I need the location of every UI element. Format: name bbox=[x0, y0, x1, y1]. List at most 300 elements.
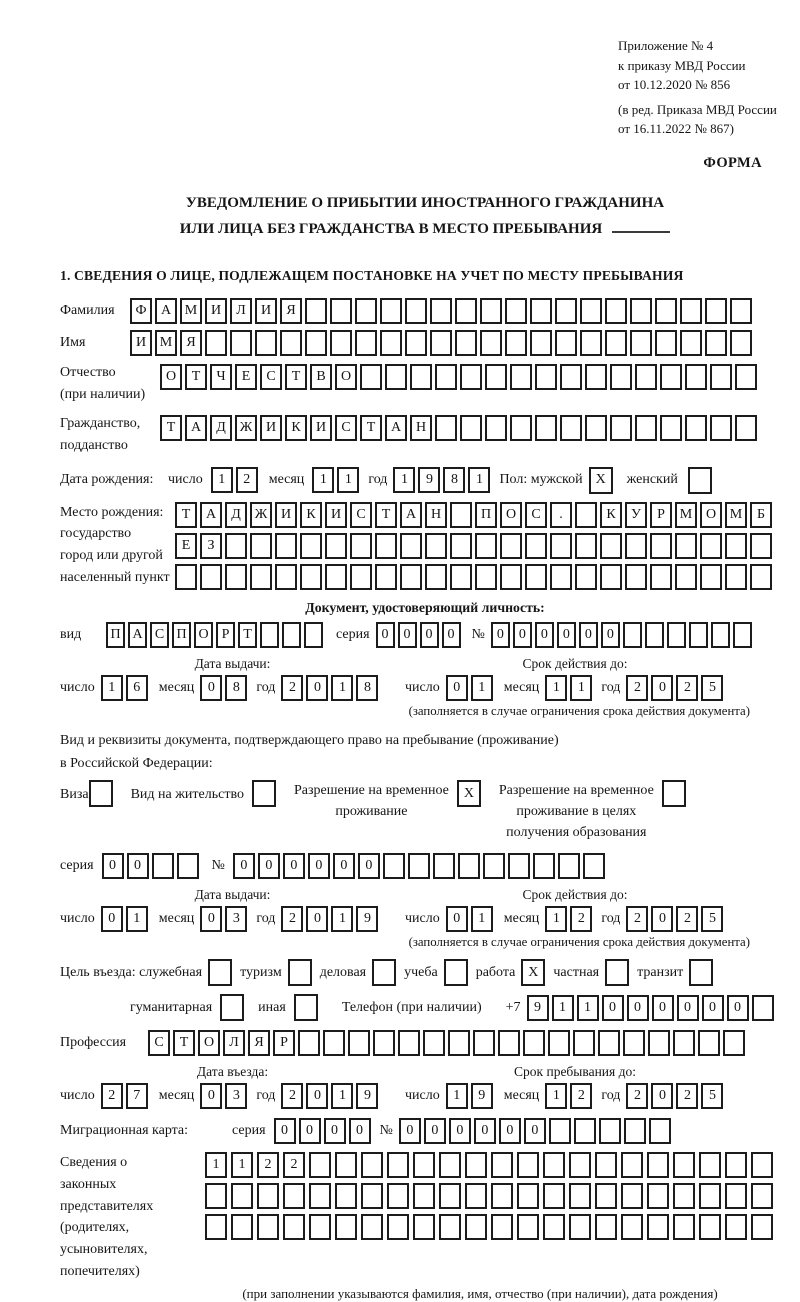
char-cell[interactable]: У bbox=[625, 502, 647, 528]
char-cell[interactable]: 0 bbox=[200, 906, 222, 932]
char-cell[interactable]: 1 bbox=[471, 675, 493, 701]
char-cell[interactable]: 0 bbox=[101, 906, 123, 932]
char-cell[interactable] bbox=[448, 1030, 470, 1056]
char-cell[interactable] bbox=[475, 564, 497, 590]
char-cell[interactable] bbox=[435, 415, 457, 441]
char-cell[interactable] bbox=[673, 1152, 695, 1178]
char-cell[interactable]: Я bbox=[180, 330, 202, 356]
char-cell[interactable]: О bbox=[335, 364, 357, 390]
char-cell[interactable]: Е bbox=[175, 533, 197, 559]
char-cell[interactable] bbox=[680, 330, 702, 356]
char-cell[interactable] bbox=[439, 1183, 461, 1209]
char-cell[interactable] bbox=[610, 415, 632, 441]
char-cell[interactable] bbox=[425, 533, 447, 559]
char-cell[interactable] bbox=[700, 533, 722, 559]
char-cell[interactable] bbox=[252, 780, 276, 807]
char-cell[interactable]: 2 bbox=[281, 906, 303, 932]
char-cell[interactable] bbox=[535, 415, 557, 441]
char-cell[interactable] bbox=[498, 1030, 520, 1056]
char-cell[interactable] bbox=[152, 853, 174, 879]
char-cell[interactable] bbox=[685, 415, 707, 441]
char-cell[interactable]: 0 bbox=[200, 1083, 222, 1109]
char-cell[interactable] bbox=[444, 959, 468, 986]
char-cell[interactable] bbox=[673, 1183, 695, 1209]
char-cell[interactable]: 0 bbox=[324, 1118, 346, 1144]
char-cell[interactable]: 0 bbox=[127, 853, 149, 879]
char-cell[interactable] bbox=[275, 533, 297, 559]
char-cell[interactable] bbox=[360, 364, 382, 390]
char-cell[interactable] bbox=[275, 564, 297, 590]
char-cell[interactable]: К bbox=[300, 502, 322, 528]
char-cell[interactable] bbox=[560, 364, 582, 390]
char-cell[interactable] bbox=[361, 1214, 383, 1240]
char-cell[interactable]: 1 bbox=[331, 1083, 353, 1109]
char-cell[interactable]: 1 bbox=[570, 675, 592, 701]
char-cell[interactable]: В bbox=[310, 364, 332, 390]
char-cell[interactable]: 0 bbox=[399, 1118, 421, 1144]
char-cell[interactable] bbox=[751, 1214, 773, 1240]
char-cell[interactable]: 0 bbox=[627, 995, 649, 1021]
char-cell[interactable] bbox=[348, 1030, 370, 1056]
char-cell[interactable] bbox=[294, 994, 318, 1021]
char-cell[interactable] bbox=[465, 1214, 487, 1240]
char-cell[interactable]: О bbox=[700, 502, 722, 528]
char-cell[interactable] bbox=[623, 622, 642, 648]
char-cell[interactable]: Т bbox=[285, 364, 307, 390]
char-cell[interactable] bbox=[595, 1214, 617, 1240]
char-cell[interactable] bbox=[460, 364, 482, 390]
char-cell[interactable]: О bbox=[198, 1030, 220, 1056]
char-cell[interactable] bbox=[585, 415, 607, 441]
char-cell[interactable]: 1 bbox=[577, 995, 599, 1021]
char-cell[interactable] bbox=[655, 298, 677, 324]
char-cell[interactable]: 0 bbox=[102, 853, 124, 879]
char-cell[interactable] bbox=[208, 959, 232, 986]
char-cell[interactable] bbox=[752, 995, 774, 1021]
char-cell[interactable]: 5 bbox=[701, 1083, 723, 1109]
char-cell[interactable] bbox=[387, 1214, 409, 1240]
char-cell[interactable] bbox=[673, 1214, 695, 1240]
char-cell[interactable]: 8 bbox=[443, 467, 465, 493]
char-cell[interactable]: 1 bbox=[331, 906, 353, 932]
char-cell[interactable] bbox=[543, 1152, 565, 1178]
char-cell[interactable] bbox=[648, 1030, 670, 1056]
char-cell[interactable] bbox=[735, 415, 757, 441]
char-cell[interactable] bbox=[505, 298, 527, 324]
char-cell[interactable] bbox=[300, 564, 322, 590]
char-cell[interactable] bbox=[205, 1214, 227, 1240]
char-cell[interactable] bbox=[423, 1030, 445, 1056]
char-cell[interactable] bbox=[355, 298, 377, 324]
char-cell[interactable] bbox=[543, 1183, 565, 1209]
char-cell[interactable] bbox=[430, 298, 452, 324]
char-cell[interactable]: 1 bbox=[393, 467, 415, 493]
char-cell[interactable] bbox=[510, 364, 532, 390]
char-cell[interactable]: 3 bbox=[225, 1083, 247, 1109]
char-cell[interactable] bbox=[380, 298, 402, 324]
char-cell[interactable] bbox=[530, 298, 552, 324]
char-cell[interactable] bbox=[583, 853, 605, 879]
char-cell[interactable]: 0 bbox=[446, 675, 468, 701]
char-cell[interactable]: С bbox=[525, 502, 547, 528]
char-cell[interactable] bbox=[375, 564, 397, 590]
char-cell[interactable]: П bbox=[106, 622, 125, 648]
char-cell[interactable]: 0 bbox=[702, 995, 724, 1021]
char-cell[interactable] bbox=[439, 1214, 461, 1240]
char-cell[interactable] bbox=[325, 533, 347, 559]
char-cell[interactable] bbox=[549, 1118, 571, 1144]
char-cell[interactable] bbox=[610, 364, 632, 390]
char-cell[interactable] bbox=[372, 959, 396, 986]
char-cell[interactable]: 0 bbox=[651, 906, 673, 932]
char-cell[interactable] bbox=[413, 1183, 435, 1209]
char-cell[interactable] bbox=[660, 415, 682, 441]
char-cell[interactable] bbox=[205, 1183, 227, 1209]
char-cell[interactable]: 0 bbox=[651, 1083, 673, 1109]
char-cell[interactable]: Т bbox=[160, 415, 182, 441]
char-cell[interactable]: М bbox=[725, 502, 747, 528]
char-cell[interactable] bbox=[455, 330, 477, 356]
char-cell[interactable] bbox=[480, 298, 502, 324]
char-cell[interactable] bbox=[621, 1152, 643, 1178]
char-cell[interactable] bbox=[375, 533, 397, 559]
char-cell[interactable] bbox=[205, 330, 227, 356]
char-cell[interactable] bbox=[585, 364, 607, 390]
char-cell[interactable] bbox=[689, 622, 708, 648]
char-cell[interactable]: Т bbox=[173, 1030, 195, 1056]
char-cell[interactable] bbox=[569, 1183, 591, 1209]
char-cell[interactable] bbox=[335, 1152, 357, 1178]
char-cell[interactable]: 0 bbox=[446, 906, 468, 932]
char-cell[interactable] bbox=[662, 780, 686, 807]
char-cell[interactable] bbox=[548, 1030, 570, 1056]
char-cell[interactable]: 0 bbox=[524, 1118, 546, 1144]
char-cell[interactable] bbox=[517, 1183, 539, 1209]
char-cell[interactable] bbox=[500, 533, 522, 559]
char-cell[interactable]: 2 bbox=[570, 906, 592, 932]
char-cell[interactable]: Б bbox=[750, 502, 772, 528]
char-cell[interactable]: 0 bbox=[601, 622, 620, 648]
char-cell[interactable]: 2 bbox=[283, 1152, 305, 1178]
char-cell[interactable] bbox=[710, 415, 732, 441]
char-cell[interactable]: 2 bbox=[281, 675, 303, 701]
char-cell[interactable]: 2 bbox=[626, 1083, 648, 1109]
char-cell[interactable]: 1 bbox=[205, 1152, 227, 1178]
char-cell[interactable] bbox=[220, 994, 244, 1021]
char-cell[interactable] bbox=[298, 1030, 320, 1056]
char-cell[interactable] bbox=[723, 1030, 745, 1056]
char-cell[interactable] bbox=[175, 564, 197, 590]
char-cell[interactable] bbox=[473, 1030, 495, 1056]
char-cell[interactable]: 2 bbox=[676, 675, 698, 701]
char-cell[interactable]: 0 bbox=[306, 675, 328, 701]
char-cell[interactable] bbox=[550, 564, 572, 590]
char-cell[interactable]: 0 bbox=[376, 622, 395, 648]
char-cell[interactable] bbox=[200, 564, 222, 590]
char-cell[interactable]: А bbox=[385, 415, 407, 441]
char-cell[interactable] bbox=[543, 1214, 565, 1240]
char-cell[interactable]: Ж bbox=[235, 415, 257, 441]
char-cell[interactable] bbox=[635, 415, 657, 441]
char-cell[interactable]: Ф bbox=[130, 298, 152, 324]
char-cell[interactable]: 0 bbox=[491, 622, 510, 648]
char-cell[interactable] bbox=[725, 1214, 747, 1240]
char-cell[interactable]: 1 bbox=[545, 906, 567, 932]
char-cell[interactable] bbox=[325, 564, 347, 590]
char-cell[interactable] bbox=[647, 1183, 669, 1209]
char-cell[interactable] bbox=[667, 622, 686, 648]
char-cell[interactable] bbox=[621, 1214, 643, 1240]
char-cell[interactable] bbox=[225, 533, 247, 559]
char-cell[interactable] bbox=[400, 533, 422, 559]
char-cell[interactable] bbox=[730, 298, 752, 324]
char-cell[interactable]: М bbox=[675, 502, 697, 528]
char-cell[interactable] bbox=[335, 1183, 357, 1209]
char-cell[interactable]: 1 bbox=[468, 467, 490, 493]
char-cell[interactable] bbox=[569, 1214, 591, 1240]
char-cell[interactable] bbox=[491, 1214, 513, 1240]
char-cell[interactable]: М bbox=[180, 298, 202, 324]
char-cell[interactable]: Р bbox=[216, 622, 235, 648]
char-cell[interactable] bbox=[725, 1152, 747, 1178]
char-cell[interactable] bbox=[751, 1183, 773, 1209]
char-cell[interactable] bbox=[450, 564, 472, 590]
char-cell[interactable]: 2 bbox=[676, 1083, 698, 1109]
char-cell[interactable] bbox=[698, 1030, 720, 1056]
char-cell[interactable]: Л bbox=[230, 298, 252, 324]
char-cell[interactable]: С bbox=[350, 502, 372, 528]
char-cell[interactable] bbox=[750, 533, 772, 559]
char-cell[interactable]: 0 bbox=[358, 853, 380, 879]
char-cell[interactable] bbox=[599, 1118, 621, 1144]
char-cell[interactable] bbox=[508, 853, 530, 879]
char-cell[interactable] bbox=[231, 1183, 253, 1209]
char-cell[interactable]: 0 bbox=[513, 622, 532, 648]
char-cell[interactable] bbox=[660, 364, 682, 390]
char-cell[interactable]: 2 bbox=[626, 675, 648, 701]
char-cell[interactable]: 2 bbox=[626, 906, 648, 932]
char-cell[interactable] bbox=[725, 533, 747, 559]
char-cell[interactable]: 9 bbox=[527, 995, 549, 1021]
char-cell[interactable] bbox=[383, 853, 405, 879]
char-cell[interactable] bbox=[699, 1152, 721, 1178]
char-cell[interactable] bbox=[408, 853, 430, 879]
char-cell[interactable]: 1 bbox=[337, 467, 359, 493]
char-cell[interactable] bbox=[350, 564, 372, 590]
char-cell[interactable]: Л bbox=[223, 1030, 245, 1056]
char-cell[interactable] bbox=[230, 330, 252, 356]
char-cell[interactable] bbox=[283, 1183, 305, 1209]
char-cell[interactable] bbox=[533, 853, 555, 879]
char-cell[interactable] bbox=[655, 330, 677, 356]
char-cell[interactable]: А bbox=[400, 502, 422, 528]
char-cell[interactable]: С bbox=[150, 622, 169, 648]
char-cell[interactable] bbox=[685, 364, 707, 390]
char-cell[interactable] bbox=[250, 533, 272, 559]
char-cell[interactable]: 2 bbox=[676, 906, 698, 932]
char-cell[interactable] bbox=[525, 533, 547, 559]
char-cell[interactable] bbox=[595, 1152, 617, 1178]
char-cell[interactable] bbox=[480, 330, 502, 356]
char-cell[interactable] bbox=[405, 330, 427, 356]
char-cell[interactable]: 7 bbox=[126, 1083, 148, 1109]
char-cell[interactable]: 9 bbox=[471, 1083, 493, 1109]
char-cell[interactable]: Т bbox=[360, 415, 382, 441]
char-cell[interactable] bbox=[725, 564, 747, 590]
char-cell[interactable] bbox=[625, 533, 647, 559]
char-cell[interactable] bbox=[450, 502, 472, 528]
char-cell[interactable]: 0 bbox=[233, 853, 255, 879]
char-cell[interactable] bbox=[309, 1183, 331, 1209]
char-cell[interactable] bbox=[505, 330, 527, 356]
char-cell[interactable] bbox=[725, 1183, 747, 1209]
char-cell[interactable]: 0 bbox=[579, 622, 598, 648]
char-cell[interactable]: Ж bbox=[250, 502, 272, 528]
char-cell[interactable]: И bbox=[310, 415, 332, 441]
char-cell[interactable]: 0 bbox=[283, 853, 305, 879]
char-cell[interactable] bbox=[177, 853, 199, 879]
char-cell[interactable] bbox=[558, 853, 580, 879]
char-cell[interactable] bbox=[523, 1030, 545, 1056]
char-cell[interactable]: 9 bbox=[356, 1083, 378, 1109]
char-cell[interactable] bbox=[491, 1152, 513, 1178]
char-cell[interactable] bbox=[650, 533, 672, 559]
char-cell[interactable] bbox=[580, 298, 602, 324]
char-cell[interactable] bbox=[525, 564, 547, 590]
char-cell[interactable]: К bbox=[285, 415, 307, 441]
char-cell[interactable] bbox=[751, 1152, 773, 1178]
char-cell[interactable]: 0 bbox=[535, 622, 554, 648]
char-cell[interactable]: 0 bbox=[308, 853, 330, 879]
char-cell[interactable] bbox=[231, 1214, 253, 1240]
char-cell[interactable] bbox=[573, 1030, 595, 1056]
char-cell[interactable] bbox=[650, 564, 672, 590]
char-cell[interactable]: Е bbox=[235, 364, 257, 390]
char-cell[interactable] bbox=[361, 1152, 383, 1178]
char-cell[interactable]: 1 bbox=[552, 995, 574, 1021]
char-cell[interactable] bbox=[465, 1152, 487, 1178]
char-cell[interactable]: 0 bbox=[474, 1118, 496, 1144]
char-cell[interactable]: 1 bbox=[211, 467, 233, 493]
char-cell[interactable] bbox=[635, 364, 657, 390]
char-cell[interactable]: 0 bbox=[398, 622, 417, 648]
char-cell[interactable] bbox=[433, 853, 455, 879]
char-cell[interactable]: 9 bbox=[418, 467, 440, 493]
char-cell[interactable] bbox=[689, 959, 713, 986]
char-cell[interactable]: 2 bbox=[281, 1083, 303, 1109]
char-cell[interactable]: 8 bbox=[225, 675, 247, 701]
char-cell[interactable]: 0 bbox=[602, 995, 624, 1021]
char-cell[interactable] bbox=[649, 1118, 671, 1144]
char-cell[interactable] bbox=[535, 364, 557, 390]
char-cell[interactable] bbox=[530, 330, 552, 356]
char-cell[interactable] bbox=[305, 330, 327, 356]
char-cell[interactable]: 0 bbox=[258, 853, 280, 879]
char-cell[interactable] bbox=[400, 564, 422, 590]
char-cell[interactable] bbox=[598, 1030, 620, 1056]
char-cell[interactable]: Д bbox=[210, 415, 232, 441]
char-cell[interactable]: 9 bbox=[356, 906, 378, 932]
char-cell[interactable]: А bbox=[155, 298, 177, 324]
char-cell[interactable]: 0 bbox=[420, 622, 439, 648]
char-cell[interactable]: И bbox=[325, 502, 347, 528]
char-cell[interactable] bbox=[647, 1152, 669, 1178]
char-cell[interactable]: О bbox=[194, 622, 213, 648]
char-cell[interactable] bbox=[560, 415, 582, 441]
char-cell[interactable]: 1 bbox=[545, 1083, 567, 1109]
char-cell[interactable]: . bbox=[550, 502, 572, 528]
char-cell[interactable] bbox=[330, 298, 352, 324]
char-cell[interactable]: Р bbox=[650, 502, 672, 528]
char-cell[interactable]: 0 bbox=[349, 1118, 371, 1144]
char-cell[interactable] bbox=[600, 533, 622, 559]
char-cell[interactable]: 0 bbox=[274, 1118, 296, 1144]
char-cell[interactable] bbox=[575, 502, 597, 528]
char-cell[interactable]: О bbox=[500, 502, 522, 528]
char-cell[interactable] bbox=[387, 1183, 409, 1209]
char-cell[interactable]: 1 bbox=[231, 1152, 253, 1178]
char-cell[interactable] bbox=[605, 330, 627, 356]
char-cell[interactable]: Я bbox=[280, 298, 302, 324]
char-cell[interactable]: 6 bbox=[126, 675, 148, 701]
char-cell[interactable] bbox=[398, 1030, 420, 1056]
char-cell[interactable]: А bbox=[128, 622, 147, 648]
char-cell[interactable]: Н bbox=[410, 415, 432, 441]
char-cell[interactable]: 1 bbox=[545, 675, 567, 701]
char-cell[interactable] bbox=[260, 622, 279, 648]
char-cell[interactable] bbox=[225, 564, 247, 590]
char-cell[interactable]: 1 bbox=[126, 906, 148, 932]
char-cell[interactable]: О bbox=[160, 364, 182, 390]
char-cell[interactable]: 5 bbox=[701, 675, 723, 701]
char-cell[interactable]: Т bbox=[238, 622, 257, 648]
char-cell[interactable]: Ч bbox=[210, 364, 232, 390]
char-cell[interactable]: С bbox=[148, 1030, 170, 1056]
char-cell[interactable] bbox=[309, 1152, 331, 1178]
char-cell[interactable] bbox=[600, 564, 622, 590]
char-cell[interactable] bbox=[405, 298, 427, 324]
char-cell[interactable] bbox=[675, 533, 697, 559]
char-cell[interactable] bbox=[630, 298, 652, 324]
char-cell[interactable]: Т bbox=[175, 502, 197, 528]
char-cell[interactable] bbox=[710, 364, 732, 390]
char-cell[interactable]: 0 bbox=[200, 675, 222, 701]
char-cell[interactable] bbox=[361, 1183, 383, 1209]
char-cell[interactable] bbox=[305, 298, 327, 324]
char-cell[interactable] bbox=[645, 622, 664, 648]
char-cell[interactable] bbox=[575, 564, 597, 590]
char-cell[interactable]: 1 bbox=[312, 467, 334, 493]
char-cell[interactable]: А bbox=[200, 502, 222, 528]
char-cell[interactable] bbox=[355, 330, 377, 356]
char-cell[interactable] bbox=[257, 1183, 279, 1209]
char-cell[interactable] bbox=[304, 622, 323, 648]
char-cell[interactable] bbox=[483, 853, 505, 879]
char-cell[interactable] bbox=[711, 622, 730, 648]
char-cell[interactable] bbox=[485, 364, 507, 390]
char-cell[interactable]: С bbox=[260, 364, 282, 390]
char-cell[interactable] bbox=[630, 330, 652, 356]
char-cell[interactable] bbox=[624, 1118, 646, 1144]
char-cell[interactable] bbox=[569, 1152, 591, 1178]
char-cell[interactable] bbox=[282, 622, 301, 648]
char-cell[interactable] bbox=[550, 533, 572, 559]
char-cell[interactable] bbox=[300, 533, 322, 559]
char-cell[interactable] bbox=[413, 1214, 435, 1240]
char-cell[interactable] bbox=[435, 364, 457, 390]
char-cell[interactable] bbox=[735, 364, 757, 390]
char-cell[interactable]: 1 bbox=[471, 906, 493, 932]
